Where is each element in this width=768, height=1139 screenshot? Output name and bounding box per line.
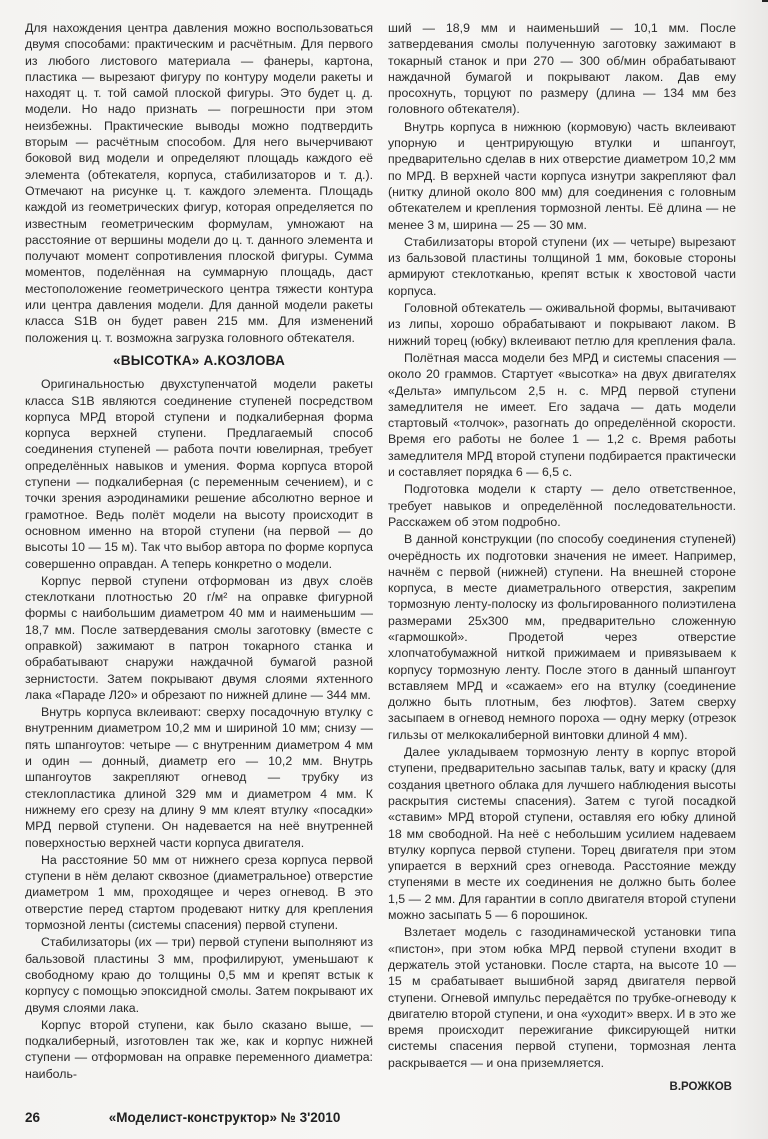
paragraph: Стабилизаторы (их — три) первой ступени выполняют из бальзовой пластины 3 мм, профилируют, уменьшают к свободному краю до толщины 0,5 мм и крепят встык к корпусу с помощью эпоксидной смолы. Затем покрывают их двумя слоями лака. — [25, 935, 373, 1015]
article-columns — [0, 20, 736, 1095]
paragraph: Головной обтекатель — оживальной формы, вытачивают из липы, хорошо обрабатывают и покрывают лаком. В нижний торец (юбку) вклеивают петлю для крепления фала. — [388, 301, 736, 348]
paragraph: Внутрь корпуса вклеивают: сверху посадочную втулку с внутренним диаметром 10,2 мм и шириной 10 мм; снизу — пять шпангоутов: четыре — с внутренним диаметром 4 мм и один — донный, диаметр его — 10,2 мм. Внутрь шпангоутов закрепляют огневод — трубку из стеклопластика длиной 329 мм и диаметром 4 мм. К нижнему его срезу на длину 9 мм клеят втулку «посадки» МРД первой ступени. Он надевается на неё внутренней поверхностью верхней части корпуса двигателя. — [25, 705, 373, 850]
paragraph: Полётная масса модели без МРД и системы спасения — около 20 граммов. Стартует «высотка» на двух двигателях «Дельта» импульсом 2,5 н. с. МРД первой ступени замедлителя не имеет. Его задача — дать модели стартовый «толчок», разогнать до определённой скорости. Время его работы не более 1 — 1,2 с. Время работы замедлителя МРД второй ступени подбирается практически и составляет порядка 6 — 6,5 с. — [388, 350, 736, 480]
paragraph: Взлетает модель с газодинамической установки типа «пистон», при этом юбка МРД первой ступени входит в держатель этой установки. После старта, на высоте 10 — 15 м срабатывает вышибной заряд двигателя первой ступени. Огневой импульс передаётся по трубке-огневоду к двигателю второй ступени, и она «уходит» вверх. И в это же время происходит пережигание фиксирующей нитки системы спасения первой ступени, тормозная лента раскрывается — и она приземляется. — [388, 925, 736, 1070]
paragraph: На расстояние 50 мм от нижнего среза корпуса первой ступени в нём делают сквозное (диаметральное) отверстие диаметром 1 мм, проходящее и через огневод. В это отверстие перед стартом продевают нитку для крепления тормозной ленты (системы спасения) первой ступени. — [25, 852, 373, 933]
page-number: 26 — [25, 1110, 41, 1126]
paragraph: В данной конструкции (по способу соединения ступеней) очерёдность их подготовки значения не имеет. Например, начнём с первой (нижней) ступени. На внешней стороне корпуса, в месте диаметрального отверстия, закрепим тормозную ленту-полоску из фольгированного полиэтилена размерами 25х300 мм, предварительно сложенную «гармошкой». Продетой через отверстие хлопчатобумажной ниткой прижимаем и привязываем к корпусу тормозную ленту. После этого в данный шпангоут вставляем МРД и «сажаем» его на втулку (соединение должно быть плотным, без люфтов). Затем сверху засыпаем в огневод немного пороха — одну мерку (отрезок гильзы от мелкокалиберной винтовки длиной 4 мм). — [388, 532, 736, 742]
paragraph: Внутрь корпуса в нижнюю (кормовую) часть вклеивают упорную и центрирующую втулки и шпангоут, предварительно сделав в них отверстие диаметром 10,2 мм по МРД. В верхней части корпуса изнутри закрепляют фал (нитку длиной около 800 мм) для соединения с головным обтекателем и крепления тормозной ленты. Её длина — не менее 3 м, ширина — 25 — 30 мм. — [388, 119, 736, 232]
publication-title: «Моделист-конструктор» № 3'2010 — [108, 1110, 341, 1126]
paragraph: Корпус первой ступени отформован из двух слоёв стеклоткани плотностью 20 г/м² на оправке фигурной формы с наибольшим диаметром 40 мм и наименьшим — 18,7 мм. После затвердевания смолы заготовку (вместе с оправкой) зажимают в патрон токарного станка и обрабатывают снаружи наждачной бумагой разной зернистости. Затем покрывают двумя слоями яхтенного лака «Параде Л20» и обрезают по нижней длине — 344 мм. — [25, 573, 373, 702]
paragraph: ший — 18,9 мм и наименьший — 10,1 мм. После затвердевания смолы полученную заготовку зажимают в токарный станок и при 270 — 300 об/мин обрабатывают наждачной бумагой и покрывают лаком. Дав ему просохнуть, торцуют по размеру (длина — 134 мм без головного обтекателя). — [388, 21, 736, 117]
author-signature: В.РОЖКОВ — [669, 1081, 732, 1093]
paragraph: Оригинальностью двухступенчатой модели ракеты класса S1B являются соединение ступеней посредством корпуса МРД второй ступени и подкалиберная форма корпуса верхней ступени. Предлагаемый способ соединения ступеней — работа почти ювелирная, требует определённых навыков и умения. Форма корпуса второй ступени — подкалиберная (с переменным сечением), и с точки зрения аэродинамики решение абсолютно верное и грамотное. Ведь полёт модели на высоту происходит в основном именно на второй ступени (на первой — до высоты 10 — 15 м). Так что выбор автора по форме корпуса совершенно оправдан. А теперь конкретно о модели. — [25, 377, 373, 571]
section-heading: «ВЫСОТКА» А.КОЗЛОВА — [112, 352, 285, 368]
left-column — [25, 20, 373, 1082]
page-footer — [0, 1109, 768, 1127]
paragraph: Стабилизаторы второй ступени (их — четыре) вырезают из бальзовой пластины толщиной 1 мм, боковые стороны армируют стеклотканью, крепят встык к хвостовой части корпуса. — [388, 234, 736, 298]
paragraph: Корпус второй ступени, как было сказано выше, — подкалиберный, изготовлен так же, как и корпус нижней ступени — отформован на оправке переменного диаметра: наиболь- — [25, 1017, 373, 1081]
right-column — [388, 20, 736, 1095]
paragraph: Подготовка модели к старту — дело ответственное, требует навыков и определённой последовательности. Расскажем об этом подробно. — [388, 482, 736, 529]
crop-mark — [762, 0, 768, 2]
paragraph: Далее укладываем тормозную ленту в корпус второй ступени, предварительно засыпав тальк, вату и краску (для создания цветного облака для лучшего наблюдения высоты раскрытия системы спасения). Затем с тугой посадкой «ставим» МРД второй ступени, оставляя его юбку длиной 18 мм свободной. На неё с небольшим усилием надеваем втулку корпуса первой ступени. Торец двигателя при этом упирается в верхний срез огневода. Расстояние между ступенями в месте их соединения не должно быть более 1,5 — 2 мм. Для гарантии в сопло двигателя второй ступени можно засыпать 5 — 6 порошинок. — [388, 745, 736, 923]
intro-paragraph: Для нахождения центра давления можно воспользоваться двумя способами: практическим и расчётным. Для первого из любого листового материала — фанеры, картона, пластика — вырезают фигуру по контуру модели ракеты и находят ц. т. той самой плоской фигуры. Это будет ц. д. модели. Но надо признать — погрешности при этом неизбежны. Практические выводы можно подтвердить вторым — расчётным способом. Для него вычерчивают боковой вид модели и определяют площадь каждого её элемента (обтекателя, корпуса, стабилизаторов и т. д.). Отмечают на рисунке ц. т. каждого элемента. Площадь каждой из геометрических фигур, которая определяется по известным геометрическим формулам, умножают на расстояние от вершины модели до ц. т. данного элемента и получают момент сопротивления плоской фигуры. Сумма моментов, поделённая на суммарную площадь, даст местоположение геометрического центра тяжести контура или центра давления модели. Для данной модели ракеты класса S1B он будет равен 215 мм. Для изменений положения ц. т. возможна загрузка головного обтекателя. — [25, 21, 373, 345]
